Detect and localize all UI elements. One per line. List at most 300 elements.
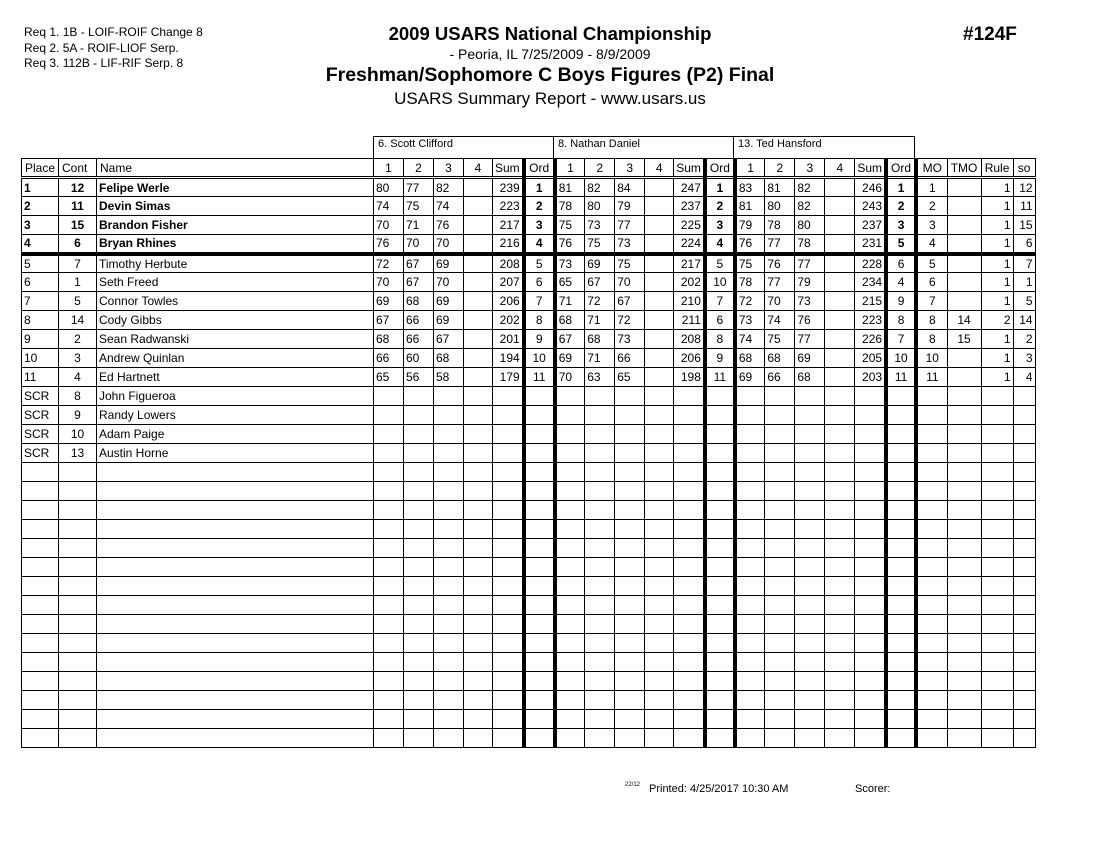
score-cell <box>434 520 464 539</box>
ordinal-cell <box>886 539 916 558</box>
so-cell: 2 <box>1013 330 1035 349</box>
rule-cell <box>981 425 1013 444</box>
name-cell: Brandon Fisher <box>97 216 374 235</box>
so-cell: 4 <box>1013 368 1035 387</box>
score-cell: 58 <box>434 368 464 387</box>
rule-cell <box>981 539 1013 558</box>
score-cell: 73 <box>615 330 645 349</box>
mo-cell: 3 <box>916 216 947 235</box>
so-cell: 11 <box>1013 197 1035 216</box>
score-cell <box>404 539 434 558</box>
col-rule: Rule <box>981 159 1013 178</box>
tmo-cell: 15 <box>947 330 981 349</box>
score-cell: 67 <box>374 311 404 330</box>
sum-cell <box>855 463 886 482</box>
score-cell <box>585 387 615 406</box>
score-cell: 79 <box>615 197 645 216</box>
mo-cell <box>916 539 947 558</box>
ordinal-cell: 11 <box>705 368 735 387</box>
judge-3-header: 13. Ted Hansford <box>733 136 915 158</box>
ordinal-cell <box>886 577 916 596</box>
cont-cell <box>59 672 97 691</box>
score-cell <box>765 501 795 520</box>
table-row <box>22 615 1036 634</box>
ordinal-cell <box>524 653 555 672</box>
score-cell <box>404 672 434 691</box>
sum-cell <box>493 558 524 577</box>
score-cell <box>645 672 674 691</box>
score-cell <box>825 406 855 425</box>
name-cell: Austin Horne <box>97 444 374 463</box>
ordinal-cell <box>886 634 916 653</box>
score-cell <box>615 615 645 634</box>
ordinal-cell <box>705 501 735 520</box>
tmo-cell <box>947 425 981 444</box>
table-row <box>22 634 1036 653</box>
so-cell: 3 <box>1013 349 1035 368</box>
rule-cell <box>981 596 1013 615</box>
score-cell <box>374 672 404 691</box>
name-cell: Adam Paige <box>97 425 374 444</box>
score-cell <box>555 520 585 539</box>
col-tmo: TMO <box>947 159 981 178</box>
sum-cell <box>674 596 705 615</box>
mo-cell: 6 <box>916 273 947 292</box>
ordinal-cell <box>705 710 735 729</box>
table-row <box>22 482 1036 501</box>
score-cell <box>374 539 404 558</box>
name-cell <box>97 596 374 615</box>
col-j1-s4: 4 <box>464 159 493 178</box>
score-cell: 68 <box>765 349 795 368</box>
table-row <box>22 178 1036 197</box>
ordinal-cell <box>524 596 555 615</box>
score-cell: 81 <box>555 178 585 197</box>
rule-cell: 1 <box>981 273 1013 292</box>
mo-cell <box>916 729 947 748</box>
ordinal-cell <box>705 520 735 539</box>
so-cell <box>1013 672 1035 691</box>
ordinal-cell <box>886 558 916 577</box>
tmo-cell <box>947 520 981 539</box>
score-cell <box>464 311 493 330</box>
name-cell: Cody Gibbs <box>97 311 374 330</box>
score-cell: 69 <box>555 349 585 368</box>
score-cell <box>374 482 404 501</box>
ordinal-cell: 1 <box>886 178 916 197</box>
rule-cell <box>981 463 1013 482</box>
place-cell <box>22 520 59 539</box>
place-cell <box>22 558 59 577</box>
score-cell <box>374 615 404 634</box>
col-j1-sum: Sum <box>493 159 524 178</box>
footer-code: 22/12 <box>625 782 641 788</box>
cont-cell <box>59 482 97 501</box>
so-cell: 15 <box>1013 216 1035 235</box>
score-cell <box>434 482 464 501</box>
score-cell <box>434 539 464 558</box>
sum-cell <box>493 615 524 634</box>
sum-cell <box>855 672 886 691</box>
col-j2-s1: 1 <box>555 159 585 178</box>
sum-cell <box>493 539 524 558</box>
score-cell: 73 <box>735 311 765 330</box>
score-cell <box>404 387 434 406</box>
col-j3-ord: Ord <box>886 159 916 178</box>
score-cell <box>735 444 765 463</box>
score-cell: 68 <box>374 330 404 349</box>
score-cell <box>464 463 493 482</box>
ordinal-cell: 9 <box>886 292 916 311</box>
sum-cell <box>674 444 705 463</box>
results-table <box>21 158 1036 748</box>
table-row <box>22 444 1036 463</box>
ordinal-cell <box>886 729 916 748</box>
place-cell: 6 <box>22 273 59 292</box>
score-cell <box>795 482 825 501</box>
judge-2-header: 8. Nathan Daniel <box>553 136 734 158</box>
mo-cell <box>916 615 947 634</box>
score-cell <box>645 539 674 558</box>
name-cell <box>97 577 374 596</box>
so-cell <box>1013 691 1035 710</box>
name-cell: John Figueroa <box>97 387 374 406</box>
ordinal-cell: 8 <box>886 311 916 330</box>
mo-cell <box>916 425 947 444</box>
score-cell <box>645 349 674 368</box>
sum-cell: 247 <box>674 178 705 197</box>
score-cell <box>765 577 795 596</box>
score-cell <box>825 672 855 691</box>
score-cell <box>645 197 674 216</box>
score-cell: 83 <box>735 178 765 197</box>
table-row <box>22 672 1036 691</box>
ordinal-cell <box>524 558 555 577</box>
name-cell: Devin Simas <box>97 197 374 216</box>
mo-cell: 8 <box>916 311 947 330</box>
score-cell: 82 <box>434 178 464 197</box>
score-cell: 67 <box>404 254 434 273</box>
name-cell: Seth Freed <box>97 273 374 292</box>
mo-cell: 7 <box>916 292 947 311</box>
score-cell <box>404 425 434 444</box>
tmo-cell <box>947 672 981 691</box>
score-cell <box>585 406 615 425</box>
ordinal-cell <box>524 615 555 634</box>
ordinal-cell: 6 <box>524 273 555 292</box>
score-cell <box>404 596 434 615</box>
score-cell <box>645 368 674 387</box>
sum-cell <box>674 520 705 539</box>
sum-cell: 194 <box>493 349 524 368</box>
score-cell: 77 <box>404 178 434 197</box>
score-cell <box>765 520 795 539</box>
score-cell <box>765 482 795 501</box>
score-cell: 71 <box>555 292 585 311</box>
ordinal-cell <box>886 425 916 444</box>
score-cell <box>765 729 795 748</box>
ordinal-cell <box>524 691 555 710</box>
sum-cell: 202 <box>674 273 705 292</box>
name-cell <box>97 691 374 710</box>
rule-cell: 1 <box>981 349 1013 368</box>
col-mo: MO <box>916 159 947 178</box>
ordinal-cell <box>705 482 735 501</box>
sum-cell <box>493 729 524 748</box>
score-cell <box>374 558 404 577</box>
score-cell <box>795 596 825 615</box>
score-cell <box>765 710 795 729</box>
score-cell <box>735 387 765 406</box>
ordinal-cell: 8 <box>524 311 555 330</box>
ordinal-cell: 10 <box>886 349 916 368</box>
ordinal-cell <box>705 425 735 444</box>
sum-cell <box>674 615 705 634</box>
score-cell <box>825 615 855 634</box>
table-row <box>22 216 1036 235</box>
rule-cell <box>981 387 1013 406</box>
score-cell <box>645 311 674 330</box>
tmo-cell <box>947 577 981 596</box>
score-cell: 84 <box>615 178 645 197</box>
rule-cell <box>981 558 1013 577</box>
col-j2-ord: Ord <box>705 159 735 178</box>
name-cell <box>97 729 374 748</box>
score-cell <box>434 444 464 463</box>
ordinal-cell: 2 <box>524 197 555 216</box>
mo-cell <box>916 672 947 691</box>
sum-cell <box>674 406 705 425</box>
score-cell: 68 <box>404 292 434 311</box>
place-cell <box>22 653 59 672</box>
score-cell <box>825 729 855 748</box>
rule-cell: 1 <box>981 368 1013 387</box>
score-cell <box>434 558 464 577</box>
score-cell <box>765 653 795 672</box>
score-cell <box>615 463 645 482</box>
score-cell <box>404 406 434 425</box>
score-cell: 66 <box>404 330 434 349</box>
score-cell: 81 <box>735 197 765 216</box>
score-cell <box>404 501 434 520</box>
col-so: so <box>1013 159 1035 178</box>
so-cell: 12 <box>1013 178 1035 197</box>
score-cell: 74 <box>735 330 765 349</box>
cont-cell <box>59 596 97 615</box>
rule-cell <box>981 501 1013 520</box>
score-cell <box>374 596 404 615</box>
score-cell <box>795 501 825 520</box>
sum-cell <box>493 520 524 539</box>
tmo-cell <box>947 596 981 615</box>
tmo-cell: 14 <box>947 311 981 330</box>
sum-cell: 206 <box>493 292 524 311</box>
score-cell <box>585 615 615 634</box>
score-cell <box>645 235 674 254</box>
tmo-cell <box>947 254 981 273</box>
score-cell <box>825 634 855 653</box>
ordinal-cell <box>705 691 735 710</box>
score-cell <box>555 710 585 729</box>
score-cell: 69 <box>585 254 615 273</box>
mo-cell: 5 <box>916 254 947 273</box>
so-cell <box>1013 634 1035 653</box>
sum-cell <box>674 729 705 748</box>
score-cell <box>735 501 765 520</box>
tmo-cell <box>947 501 981 520</box>
sum-cell <box>493 387 524 406</box>
score-cell <box>404 577 434 596</box>
score-cell <box>404 463 434 482</box>
so-cell <box>1013 444 1035 463</box>
score-cell <box>825 368 855 387</box>
sum-cell <box>674 501 705 520</box>
event-number: #124F <box>963 24 1017 45</box>
ordinal-cell: 9 <box>705 349 735 368</box>
ordinal-cell: 3 <box>886 216 916 235</box>
name-cell <box>97 558 374 577</box>
so-cell: 14 <box>1013 311 1035 330</box>
sum-cell: 202 <box>493 311 524 330</box>
score-cell <box>735 634 765 653</box>
table-row <box>22 406 1036 425</box>
score-cell <box>795 615 825 634</box>
sum-cell <box>674 691 705 710</box>
sum-cell: 237 <box>674 197 705 216</box>
score-cell: 67 <box>434 330 464 349</box>
score-cell <box>374 691 404 710</box>
cont-cell: 10 <box>59 425 97 444</box>
sum-cell: 215 <box>855 292 886 311</box>
col-j2-s3: 3 <box>615 159 645 178</box>
ordinal-cell <box>886 691 916 710</box>
mo-cell: 11 <box>916 368 947 387</box>
col-j2-s4: 4 <box>645 159 674 178</box>
rule-cell <box>981 520 1013 539</box>
ordinal-cell <box>705 729 735 748</box>
tmo-cell <box>947 729 981 748</box>
score-cell <box>585 501 615 520</box>
name-cell: Bryan Rhines <box>97 235 374 254</box>
score-cell <box>434 501 464 520</box>
sum-cell <box>493 501 524 520</box>
name-cell <box>97 482 374 501</box>
score-cell <box>585 710 615 729</box>
score-cell <box>825 425 855 444</box>
score-cell <box>795 577 825 596</box>
place-cell: 9 <box>22 330 59 349</box>
score-cell <box>615 558 645 577</box>
mo-cell: 2 <box>916 197 947 216</box>
table-row <box>22 653 1036 672</box>
rule-cell: 1 <box>981 178 1013 197</box>
col-j2-sum: Sum <box>674 159 705 178</box>
tmo-cell <box>947 387 981 406</box>
place-cell <box>22 672 59 691</box>
so-cell <box>1013 539 1035 558</box>
score-cell <box>374 577 404 596</box>
score-cell <box>404 710 434 729</box>
sum-cell: 203 <box>855 368 886 387</box>
score-cell <box>555 691 585 710</box>
so-cell: 1 <box>1013 273 1035 292</box>
score-cell: 79 <box>795 273 825 292</box>
score-cell <box>615 387 645 406</box>
sum-cell <box>855 691 886 710</box>
score-cell: 82 <box>795 197 825 216</box>
ordinal-cell <box>886 406 916 425</box>
place-cell: 10 <box>22 349 59 368</box>
rule-cell: 2 <box>981 311 1013 330</box>
sum-cell <box>855 729 886 748</box>
score-cell <box>464 653 493 672</box>
table-row <box>22 558 1036 577</box>
tmo-cell <box>947 444 981 463</box>
sum-cell <box>493 710 524 729</box>
score-cell <box>825 311 855 330</box>
score-cell <box>765 558 795 577</box>
ordinal-cell: 4 <box>705 235 735 254</box>
score-cell: 71 <box>404 216 434 235</box>
score-cell <box>374 729 404 748</box>
score-cell: 66 <box>404 311 434 330</box>
score-cell <box>585 691 615 710</box>
ordinal-cell <box>886 482 916 501</box>
mo-cell <box>916 406 947 425</box>
score-cell: 70 <box>374 216 404 235</box>
score-cell <box>795 653 825 672</box>
ordinal-cell: 5 <box>524 254 555 273</box>
score-cell <box>765 634 795 653</box>
so-cell <box>1013 406 1035 425</box>
cont-cell: 5 <box>59 292 97 311</box>
so-cell <box>1013 710 1035 729</box>
ordinal-cell <box>886 653 916 672</box>
sum-cell <box>855 520 886 539</box>
results-body <box>22 178 1036 748</box>
cont-cell: 2 <box>59 330 97 349</box>
cont-cell <box>59 653 97 672</box>
cont-cell: 13 <box>59 444 97 463</box>
score-cell: 80 <box>795 216 825 235</box>
score-cell <box>735 539 765 558</box>
competition-title: 2009 USARS National Championship <box>388 23 712 44</box>
cont-cell <box>59 558 97 577</box>
score-cell <box>645 520 674 539</box>
sum-cell: 226 <box>855 330 886 349</box>
ordinal-cell <box>886 387 916 406</box>
rule-cell <box>981 672 1013 691</box>
score-cell <box>434 653 464 672</box>
table-row <box>22 729 1036 748</box>
tmo-cell <box>947 178 981 197</box>
score-cell <box>555 729 585 748</box>
score-cell <box>825 501 855 520</box>
ordinal-cell <box>524 672 555 691</box>
score-cell: 67 <box>585 273 615 292</box>
col-j1-ord: Ord <box>524 159 555 178</box>
mo-cell <box>916 596 947 615</box>
mo-cell: 8 <box>916 330 947 349</box>
rule-cell <box>981 444 1013 463</box>
ordinal-cell <box>705 558 735 577</box>
score-cell <box>825 444 855 463</box>
sum-cell <box>855 539 886 558</box>
score-cell <box>555 463 585 482</box>
score-cell <box>464 273 493 292</box>
name-cell <box>97 463 374 482</box>
tmo-cell <box>947 463 981 482</box>
